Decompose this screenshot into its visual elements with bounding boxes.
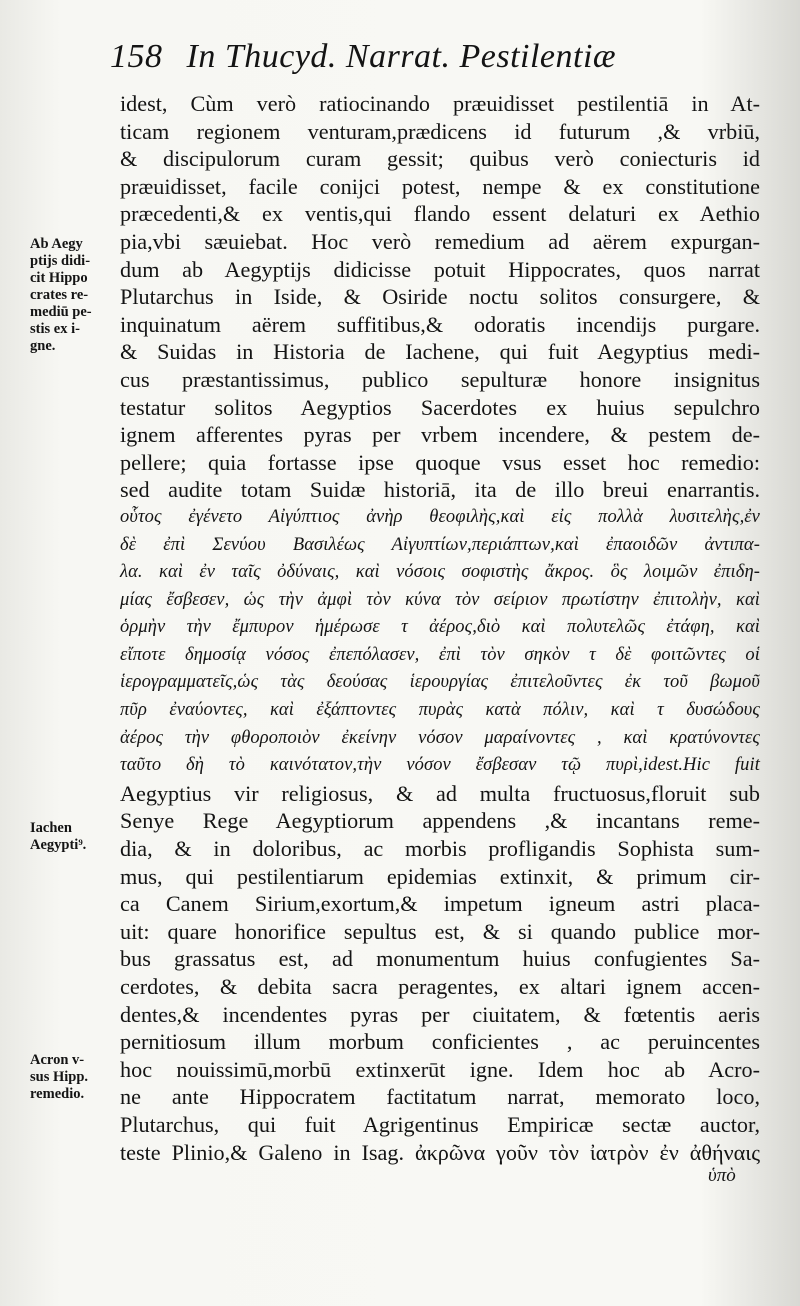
text-line: Plutarchus in Iside, & Osiride noctu solitos consurgere, &: [120, 284, 760, 310]
text-line: Aegyptius vir religiosus, & ad multa fructuosus,floruit sub: [120, 780, 760, 806]
greek-line: λα. καὶ ἐν ταῖς ὀδύναις, καὶ νόσοις σοφιστὴς ἄκρος. ὃς λοιμῶν ἐπιδη-: [120, 562, 760, 583]
text-line: idest, Cùm verò ratiocinando præuidisset pestilentiā in At-: [120, 91, 760, 116]
greek-line: οὗτος ἐγένετο Αἰγύπτιος ἀνὴρ θεοφιλὴς,καὶ εἰς πολλὰ λυσιτελὴς,ἐν: [120, 506, 760, 527]
text-line: cus præstantissimus, publico sepulturæ honore insignitus: [120, 366, 760, 392]
text-line: testatur solitos Aegyptios Sacerdotes ex huius sepulchro: [120, 394, 760, 420]
greek-line: ἱερογραμματεῖς,ὡς τὰς δεούσας ἱερουργίας ἐπιτελοῦντες ἐκ τοῦ βωμοῦ: [120, 672, 760, 693]
text-line: pellere; quia fortasse ipse quoque vsus esset hoc remedio:: [120, 449, 760, 475]
text-line: sed audite totam Suidæ historiā, ita de illo breui enarrantis.: [120, 477, 760, 503]
text-line: mus, qui pestilentiarum epidemias extinxit, & primum cir-: [120, 863, 760, 889]
margin-note-acron: Acron v- sus Hipp. remedio.: [30, 1052, 89, 1102]
running-title: In Thucyd. Narrat. Pestilentiæ: [186, 38, 617, 75]
text-line: ca Canem Sirium,exortum,& impetum igneum astri placa-: [120, 891, 760, 917]
text-line: uit: quare honorifice sepultus est, & si quando publice mor-: [120, 918, 760, 944]
body-text: [120, 90, 760, 1166]
margin-note-hippocrates-remedy: Ab Aegy ptijs didi- cit Hippo crates re- mediū pe- stis ex i- gne.: [30, 236, 92, 354]
greek-line: ἀέρος τὴν φθοροποιὸν ἐκείνην νόσον μαραίνοντες , καὶ κρατύνοντες: [120, 727, 760, 748]
greek-line: μίας ἔσβεσεν, ὡς τὴν ἀμφὶ τὸν κύνα τὸν σείριον πρωτίστην ἐπιτολὴν, καὶ: [120, 589, 760, 610]
text-line: præuidisset, facile conijci potest, nempe & ex constitutione: [120, 173, 760, 199]
text-line: ne ante Hippocratem factitatum narrat, memorato loco,: [120, 1084, 760, 1110]
greek-line: πῦρ ἐναύοντες, καὶ ἐξάπτοντες πυρὰς κατὰ πόλιν, καὶ τ δυσώδους: [120, 700, 760, 721]
text-line: bus grassatus est, ad monumentum huius confugientes Sa-: [120, 946, 760, 972]
text-line: dentes,& incendentes pyras per ciuitatem, & fœtentis aeris: [120, 1001, 760, 1027]
text-line: præcedenti,& ex ventis,qui flando essent delaturi ex Aethio: [120, 201, 760, 227]
greek-line: ταῦτο δὴ τὸ καινότατον,τὴν νόσον ἔσβεσαν τῷ πυρὶ,idest.Hic fuit: [120, 755, 760, 776]
text-line: ticam regionem venturam,prædicens id futurum ,& vrbiū,: [120, 118, 760, 144]
page-number: 158: [110, 38, 163, 75]
text-line: cerdotes, & debita sacra peragentes, ex altari ignem accen-: [120, 974, 760, 999]
greek-line: δὲ ἐπὶ Σενύου Βασιλέως Αἰγυπτίων,περιάπτων,καὶ ἐπαοιδῶν ἀντιπα-: [120, 534, 760, 555]
text-line: Plutarchus, qui fuit Agrigentinus Empiricæ sectæ auctor,: [120, 1111, 760, 1137]
catchword: ὑπὸ: [708, 1165, 736, 1186]
margin-note-iachen: Iachen Aegypti⁹.: [30, 820, 87, 853]
text-line: dia, & in doloribus, ac morbis profligandis Sophista sum-: [120, 836, 760, 862]
text-line: ignem afferentes pyras per vrbem incendere, & pestem de-: [120, 422, 760, 448]
text-line: pia,vbi sæuiebat. Hoc verò remedium ad aërem expurgan-: [120, 228, 760, 254]
text-line: hoc nouissimū,morbū extinxerūt igne. Idem hoc ab Acro-: [120, 1056, 760, 1082]
text-line: & discipulorum curam gessit; quibus verò coniecturis id: [120, 146, 760, 172]
greek-line: ὁρμὴν τὴν ἔμπυρον ἡμέρωσε τ ἀέρος,διὸ καὶ πολυτελῶς ἐτάφη, καὶ: [120, 617, 760, 638]
text-line: teste Plinio,& Galeno in Isag. ἀκρῶνα γοῦν τὸν ἰατρὸν ἐν ἀθήναις: [120, 1139, 760, 1165]
text-line: dum ab Aegyptijs didicisse potuit Hippocrates, quos narrat: [120, 256, 760, 282]
text-line: pernitiosum illum morbum conficientes , ac peruincentes: [120, 1029, 760, 1055]
text-line: Senye Rege Aegyptiorum appendens ,& incantans reme-: [120, 808, 760, 834]
text-line: inquinatum aërem suffitibus,& odoratis incendijs purgare.: [120, 311, 760, 337]
greek-line: εἴποτε δημοσίᾳ νόσος ἐπεπόλασεν, ἐπὶ τὸν σηκὸν τ δὲ φοιτῶντες οἱ: [120, 644, 760, 665]
text-line: & Suidas in Historia de Iachene, qui fuit Aegyptius medi-: [120, 339, 760, 365]
running-head: [110, 38, 710, 76]
